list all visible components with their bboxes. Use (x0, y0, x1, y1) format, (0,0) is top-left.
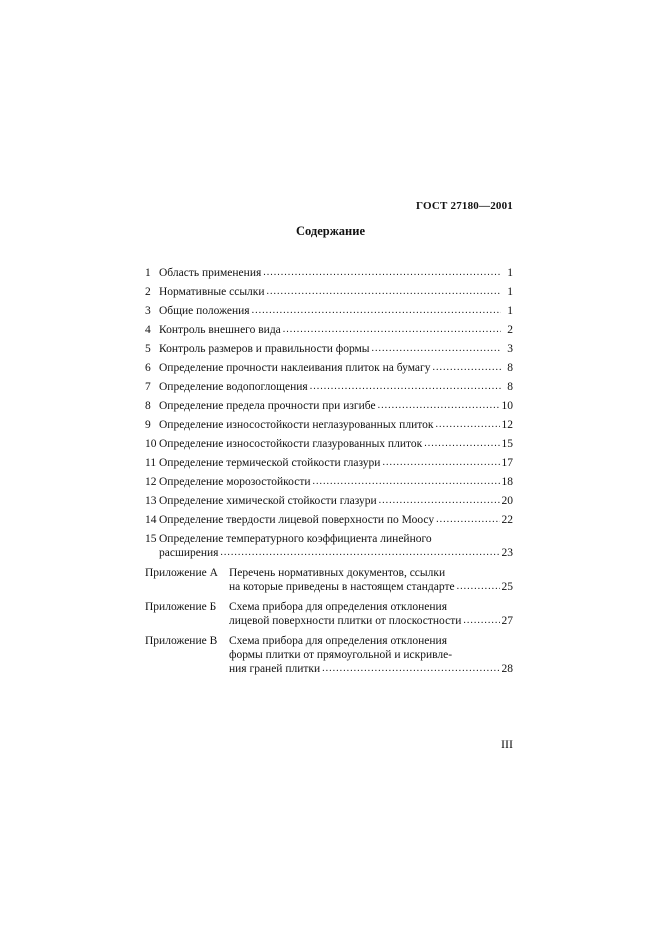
toc-entry[interactable] (145, 456, 513, 470)
toc-entry[interactable] (145, 475, 513, 489)
toc-appendix-entry[interactable] (145, 634, 513, 676)
toc-entry-title: Определение термической стойкости глазури (159, 457, 381, 469)
toc-entry-page: 1 (507, 267, 513, 279)
toc-entry[interactable] (145, 437, 513, 451)
toc-entry-title: Определение предела прочности при изгибе (159, 400, 376, 412)
toc-entry-title: Область применения (159, 267, 262, 279)
toc-entry-page: 3 (507, 343, 513, 355)
toc-entry-page: 18 (501, 476, 513, 488)
leader-dots (424, 437, 499, 451)
toc-entry-title: Контроль размеров и правильности формы (159, 343, 370, 355)
toc-entry[interactable] (145, 266, 513, 280)
toc-entry[interactable] (145, 342, 513, 356)
toc-entry-number: 13 (145, 495, 157, 507)
toc-entry-title: Определение температурного коэффициента линейного (159, 533, 432, 545)
leader-dots (267, 285, 501, 299)
toc-entry-page: 22 (501, 514, 513, 526)
toc-entry-number: 4 (145, 324, 151, 336)
toc-entry[interactable] (145, 380, 513, 394)
toc-entry-number: 7 (145, 381, 151, 393)
toc-entry-page: 10 (501, 400, 513, 412)
appendix-label: Приложение Б (145, 601, 217, 613)
toc-entry-page: 27 (501, 615, 513, 627)
toc-title: Содержание (295, 224, 365, 238)
toc-entry-number: 14 (145, 514, 157, 526)
toc-entry[interactable] (145, 532, 513, 560)
leader-dots (457, 580, 500, 594)
toc-entry-number: 10 (145, 438, 157, 450)
appendix-label: Приложение А (145, 567, 218, 579)
leader-dots (313, 475, 500, 489)
toc-appendix-entry[interactable] (145, 600, 513, 628)
toc-entry-number: 15 (145, 533, 157, 545)
toc-entry-page: 25 (501, 581, 513, 593)
toc-entry-number: 12 (145, 476, 157, 488)
toc-entry-title: Определение износостойкости неглазурованных плиток (159, 419, 434, 431)
toc-entry-page: 23 (501, 547, 513, 559)
toc-entry[interactable] (145, 494, 513, 508)
toc-entry-title: Схема прибора для определения отклонения (229, 635, 447, 647)
toc-entry-title: Определение химической стойкости глазури (159, 495, 377, 507)
toc-entry[interactable] (145, 304, 513, 318)
leader-dots (322, 662, 499, 676)
toc-entry-title: Перечень нормативных документов, ссылки (229, 567, 446, 579)
leader-dots (263, 266, 501, 280)
leader-dots (436, 513, 499, 527)
toc-entry-title-continued: формы плитки от прямоугольной и искривле- (229, 649, 453, 661)
toc-entry-title: Определение твердости лицевой поверхности по Моосу (159, 514, 435, 526)
appendix-label: Приложение В (145, 635, 218, 647)
toc-entry-title: Общие положения (159, 305, 250, 317)
toc-entry-number: 5 (145, 343, 151, 355)
toc-entry[interactable] (145, 399, 513, 413)
toc-entry[interactable] (145, 285, 513, 299)
toc-entry-title-continued: лицевой поверхности плитки от плоскостности (229, 615, 462, 627)
toc-entry-page: 8 (507, 381, 513, 393)
toc-entry-title: Определение морозостойкости (159, 476, 311, 488)
toc-appendix-entry[interactable] (145, 566, 513, 594)
toc-entry-number: 8 (145, 400, 151, 412)
toc-entry-page: 28 (501, 663, 513, 675)
toc-entry[interactable] (145, 323, 513, 337)
toc-entry-page: 2 (507, 324, 513, 336)
page-number: III (501, 737, 513, 751)
leader-dots (372, 342, 501, 356)
toc-entry-title: Определение прочности наклеивания плиток на бумагу (159, 362, 431, 374)
toc-entry-title-continued: ния граней плитки (229, 663, 321, 675)
toc-entry-number: 6 (145, 362, 151, 374)
toc-entry[interactable] (145, 361, 513, 375)
toc-entry-title: Схема прибора для определения отклонения (229, 601, 447, 613)
toc-entry-title: Определение износостойкости глазурованных плиток (159, 438, 423, 450)
toc-entry-title-continued: расширения (159, 547, 219, 559)
toc-entry-page: 17 (501, 457, 513, 469)
table-of-contents (145, 266, 513, 682)
leader-dots (433, 361, 502, 375)
toc-entry[interactable] (145, 513, 513, 527)
toc-entry-title-continued: на которые приведены в настоящем стандарте (229, 581, 455, 593)
toc-entry-page: 20 (501, 495, 513, 507)
toc-entry-number: 2 (145, 286, 151, 298)
toc-entry-page: 1 (507, 286, 513, 298)
leader-dots (310, 380, 501, 394)
leader-dots (463, 614, 499, 628)
toc-entry-number: 11 (145, 457, 157, 469)
leader-dots (220, 546, 499, 560)
document-code: ГОСТ 27180—2001 (416, 200, 513, 212)
leader-dots (378, 399, 500, 413)
toc-entry[interactable] (145, 418, 513, 432)
leader-dots (252, 304, 501, 318)
toc-entry-title: Определение водопоглощения (159, 381, 308, 393)
toc-entry-number: 3 (145, 305, 151, 317)
toc-entry-page: 1 (507, 305, 513, 317)
leader-dots (379, 494, 500, 508)
toc-entry-title: Нормативные ссылки (159, 286, 265, 298)
toc-entry-page: 15 (501, 438, 513, 450)
toc-entry-page: 12 (501, 419, 513, 431)
toc-entry-title: Контроль внешнего вида (159, 324, 281, 336)
toc-entry-page: 8 (507, 362, 513, 374)
leader-dots (283, 323, 501, 337)
leader-dots (382, 456, 499, 470)
toc-entry-number: 9 (145, 419, 151, 431)
toc-entry-number: 1 (145, 267, 151, 279)
leader-dots (435, 418, 499, 432)
